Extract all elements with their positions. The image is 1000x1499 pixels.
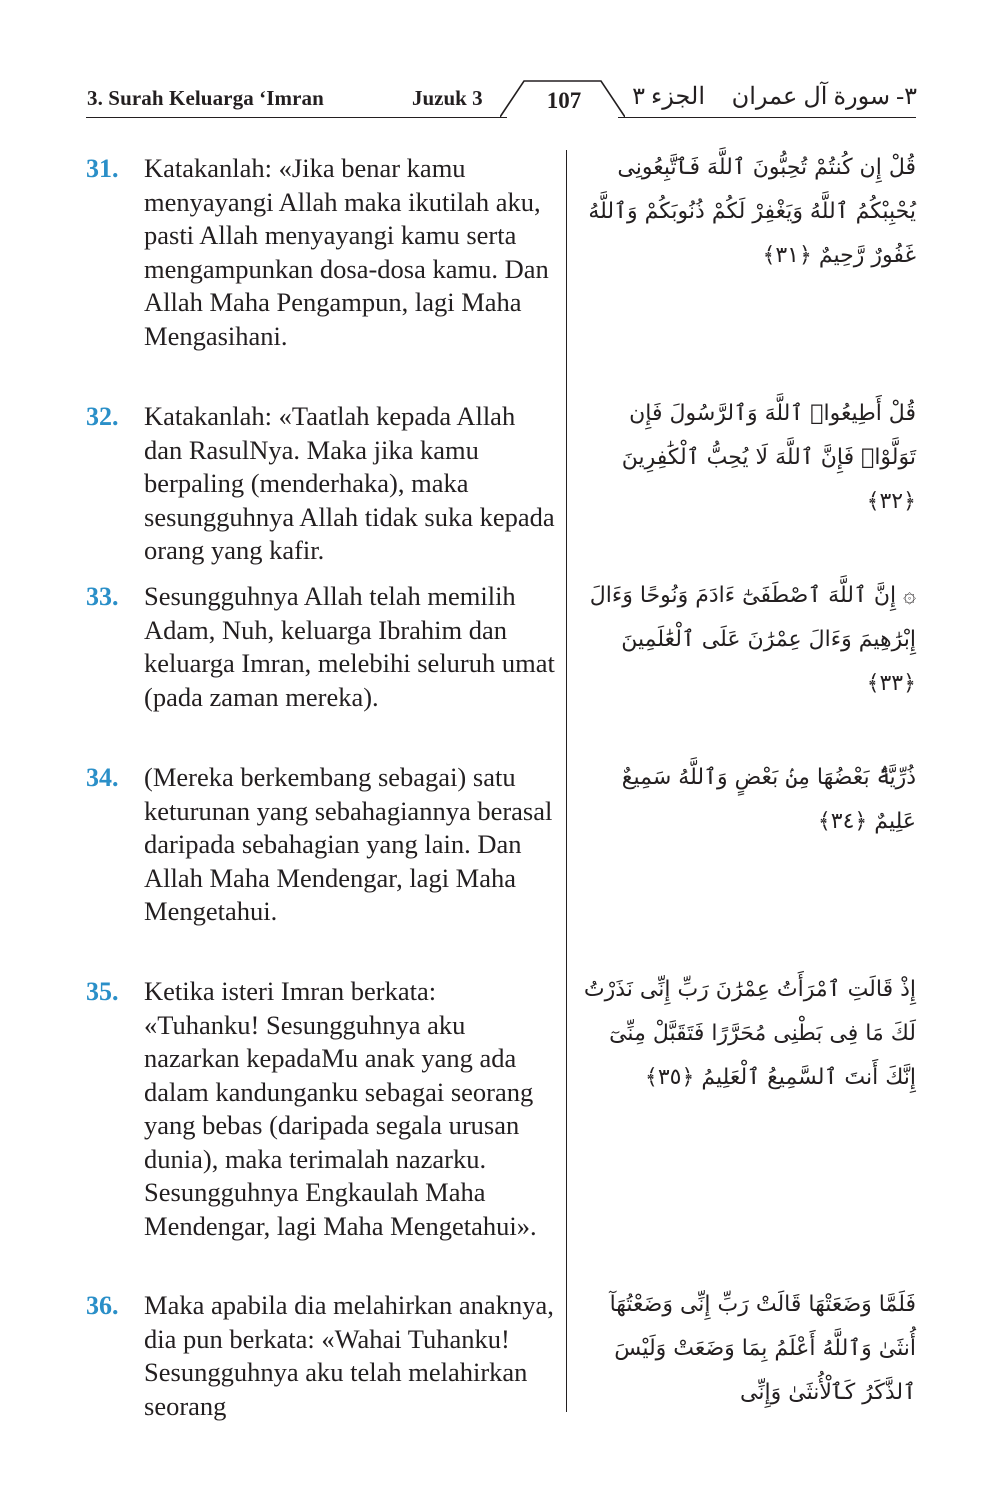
header-rule-right bbox=[618, 117, 916, 118]
verse-35-number: 35. bbox=[86, 977, 119, 1006]
verse-33-number: 33. bbox=[86, 582, 119, 611]
verse-33-translation: Sesungguhnya Allah telah memilih Adam, Nuh, keluarga Ibrahim dan keluarga Imran, melebihi seluruh umat (pada zaman mereka). bbox=[144, 581, 555, 712]
verse-34-translation: (Mereka berkembang sebagai) satu keturunan yang sebahagiannya berasal daripada sebahagian yang lain. Dan Allah Maha Mendengar, lagi Maha Mengetahui. bbox=[144, 762, 553, 926]
verse-34-number: 34. bbox=[86, 763, 119, 792]
verse-31-number: 31. bbox=[86, 154, 119, 183]
header-surah-title-latin: 3. Surah Keluarga ‘Imran bbox=[87, 86, 324, 110]
header-juz-label-arabic: الجزء ٣ bbox=[632, 84, 705, 110]
verse-32-translation: Katakanlah: «Taatlah kepada Allah dan RasulNya. Maka jika kamu berpaling (menderhaka), maka sesungguhnya Allah tidak suka kepada orang yang kafir. bbox=[144, 401, 555, 565]
verse-31-arabic: قُلْ إِن كُنتُمْ تُحِبُّونَ ٱللَّهَ فَٱتَّبِعُونِى يُحْبِبْكُمُ ٱللَّهُ وَيَغْفِرْ لَكُمْ ذُنُوبَكُمْ وَٱللَّهُ غَفُورٌ رَّحِيمٌ ﴿٣١﴾ bbox=[588, 155, 916, 268]
running-header bbox=[0, 0, 1000, 125]
verse-36-number: 36. bbox=[86, 1291, 119, 1320]
verse-35-translation: Ketika isteri Imran berkata: «Tuhanku! Sesungguhnya aku nazarkan kepadaMu anak yang ada dalam kandunganku sebagai seorang yang bebas (daripada segala urusan dunia), maka terimalah nazarku. Sesungguhnya Engkaulah Maha Mendengar, lagi Maha Mengetahui». bbox=[144, 976, 537, 1241]
header-juz-label-latin: Juzuk 3 bbox=[412, 86, 483, 110]
verse-33-arabic: ۞ إِنَّ ٱللَّهَ ٱصْطَفَىٰٓ ءَادَمَ وَنُوحًا وَءَالَ إِبْرَٰهِيمَ وَءَالَ عِمْرَٰنَ عَلَى ٱلْعَٰلَمِينَ ﴿٣٣﴾ bbox=[589, 583, 916, 696]
verse-32-number: 32. bbox=[86, 402, 119, 431]
verse-36-translation: Maka apabila dia melahirkan anaknya, dia pun berkata: «Wahai Tuhanku! Sesungguhnya aku telah melahirkan seorang bbox=[144, 1290, 554, 1421]
verse-34-arabic: ذُرِّيَّةًۢ بَعْضُهَا مِنۢ بَعْضٍ وَٱللَّهُ سَمِيعٌ عَلِيمٌ ﴿٣٤﴾ bbox=[621, 765, 916, 834]
header-surah-title-arabic: ٣- سورة آل عمران bbox=[731, 84, 917, 110]
verse-36-arabic: فَلَمَّا وَضَعَتْهَا قَالَتْ رَبِّ إِنِّى وَضَعْتُهَآ أُنثَىٰ وَٱللَّهُ أَعْلَمُ بِمَا وَضَعَتْ وَلَيْسَ ٱلذَّكَرُ كَٱلْأُنثَىٰ وَإِنِّى bbox=[609, 1292, 916, 1405]
verse-31-translation: Katakanlah: «Jika benar kamu menyayangi Allah maka ikutilah aku, pasti Allah menyayangi kamu serta mengampunkan dosa-dosa kamu. Dan Allah Maha Pengampun, lagi Maha Mengasihani. bbox=[144, 153, 549, 351]
verse-32-arabic: قُلْ أَطِيعُوا۟ ٱللَّهَ وَٱلرَّسُولَ فَإِن تَوَلَّوْا۟ فَإِنَّ ٱللَّهَ لَا يُحِبُّ ٱلْكَٰفِرِينَ ﴿٣٢﴾ bbox=[621, 401, 916, 514]
column-divider bbox=[566, 150, 567, 1412]
verse-35-arabic: إِذْ قَالَتِ ٱمْرَأَتُ عِمْرَٰنَ رَبِّ إِنِّى نَذَرْتُ لَكَ مَا فِى بَطْنِى مُحَرَّرًا فَتَقَبَّلْ مِنِّىٓ إِنَّكَ أَنتَ ٱلسَّمِيعُ ٱلْعَلِيمُ ﴿٣٥﴾ bbox=[583, 977, 916, 1090]
page-number: 107 bbox=[546, 88, 582, 113]
header-rule-left bbox=[86, 117, 507, 118]
